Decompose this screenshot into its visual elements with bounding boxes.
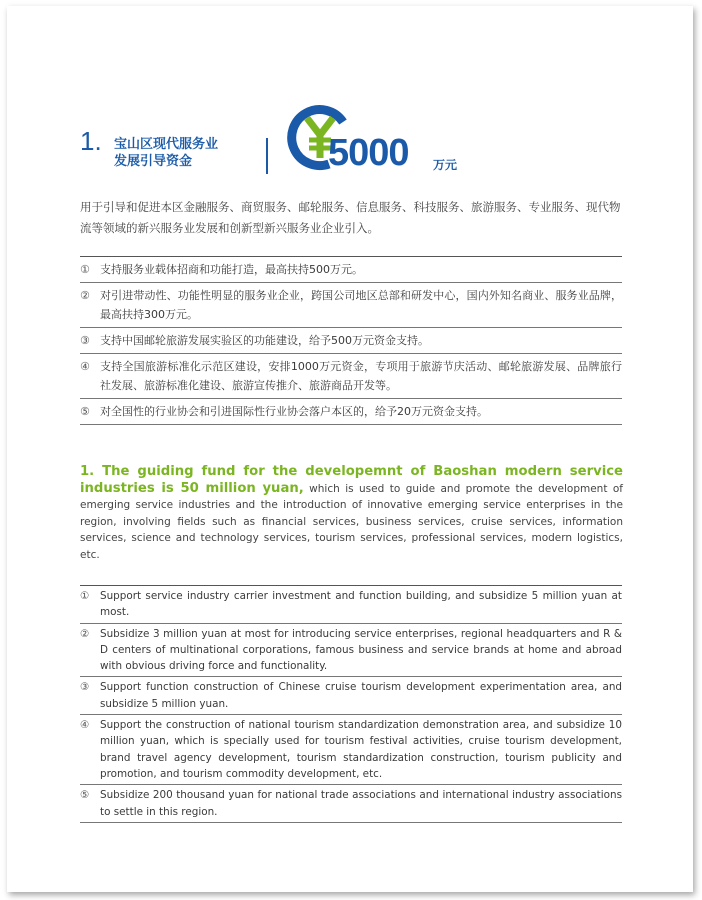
section-title <box>114 136 218 170</box>
list-item <box>80 354 622 399</box>
section-number: 1. <box>80 126 102 156</box>
list-item <box>80 283 622 328</box>
item-number: ③ <box>80 334 90 347</box>
list-item <box>80 586 622 624</box>
list-item <box>80 328 622 354</box>
list-item <box>80 715 622 785</box>
list-item <box>80 677 622 715</box>
item-text: 支持服务业载体招商和功能打造，最高扶持500万元。 <box>100 263 363 276</box>
zh-support-list <box>80 256 622 425</box>
item-text: 支持全国旅游标准化示范区建设，安排1000万元资金，专项用于旅游节庆活动、邮轮旅游发展、品牌旅行社发展、旅游标准化建设、旅游宣传推介、旅游商品开发等。 <box>100 360 622 392</box>
item-text: Support the construction of national tourism standardization demonstration area, and subsidize 10 million yuan, which is specially used for tourism festival activities, cruise tourism development, brand travel agency development, tourism standardization construction, tourism publicity and promotion, and tourism commodity development, etc. <box>100 719 622 780</box>
en-intro-paragraph <box>80 464 623 563</box>
item-number: ② <box>80 627 90 640</box>
item-text: Support service industry carrier investment and function building, and subsidize 5 million yuan at most. <box>100 590 622 619</box>
item-text: Subsidize 200 thousand yuan for national trade associations and international industry associations to settle in this region. <box>100 789 622 818</box>
list-item <box>80 399 622 425</box>
item-number: ① <box>80 590 90 602</box>
section-title-line1: 宝山区现代服务业 <box>114 137 219 152</box>
section-title-line2: 发展引导资金 <box>114 154 193 169</box>
item-text: 对全国性的行业协会和引进国际性行业协会落户本区的，给予20万元资金支持。 <box>100 405 488 418</box>
en-support-list <box>80 585 622 823</box>
item-number: ⑤ <box>80 405 90 418</box>
item-number: ③ <box>80 681 90 694</box>
list-item <box>80 624 622 678</box>
item-text: Subsidize 3 million yuan at most for introducing service enterprises, regional headquarters and R & D centers of multinational corporations, famous business and service brands at home and abroad with obvious driving force and functionality. <box>100 627 622 673</box>
fund-unit: 万元 <box>433 158 458 172</box>
item-number: ④ <box>80 360 90 373</box>
section-header <box>80 102 640 182</box>
item-text: 对引进带动性、功能性明显的服务业企业，跨国公司地区总部和研发中心，国内外知名商业、服务业品牌，最高扶持300万元。 <box>100 289 622 321</box>
item-text: Support function construction of Chinese cruise tourism development experimentation area, and subsidize 5 million yuan. <box>100 681 622 710</box>
fund-amount: 5000 <box>328 132 409 174</box>
header-divider <box>266 138 268 174</box>
zh-intro-paragraph: 用于引导和促进本区金融服务、商贸服务、邮轮服务、信息服务、科技服务、旅游服务、专业服务、现代物流等领域的新兴服务业发展和创新型新兴服务业企业引入。 <box>80 200 621 235</box>
en-intro-text: which is used to guide and promote the development of emerging service industries and the introduction of innovative emerging service enterprises in the region, involving fields such as financial services, business services, cruise services, information services, science and technology services, tourism services, professional services, modern logistics, etc. <box>80 482 624 561</box>
list-item <box>80 785 622 823</box>
item-number: ② <box>80 289 90 302</box>
en-heading: 1. The guiding fund for the developemnt of Baoshan modern service industries is 50 million yuan, <box>80 464 623 496</box>
list-item <box>80 257 622 283</box>
item-number: ⑤ <box>80 789 90 802</box>
item-text: 支持中国邮轮旅游发展实验区的功能建设，给予500万元资金支持。 <box>100 334 429 347</box>
item-number: ① <box>80 263 90 276</box>
item-number: ④ <box>80 719 90 732</box>
